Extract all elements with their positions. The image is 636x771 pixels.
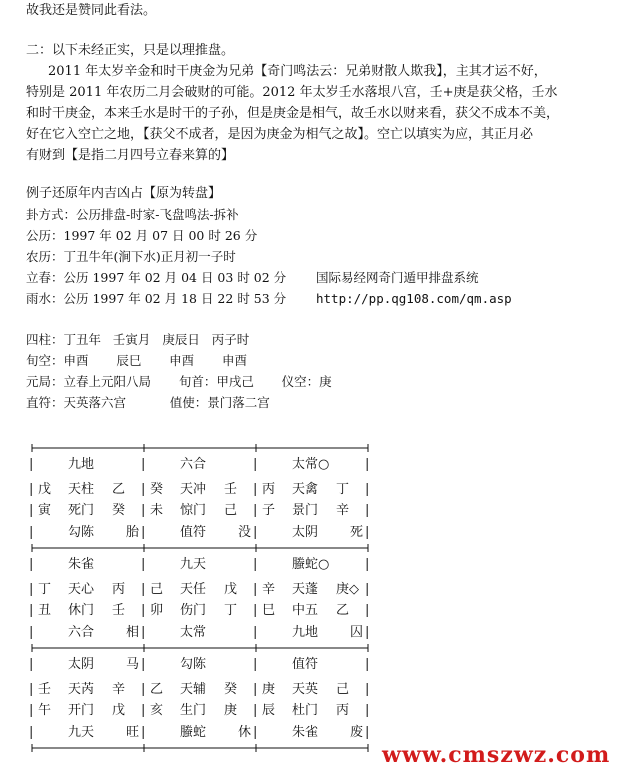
door-stem: 辛 <box>336 503 350 518</box>
state-label: 死 <box>350 525 364 540</box>
cell-border-mark: | <box>365 625 370 640</box>
deity-label: 螣蛇○ <box>292 557 330 572</box>
deity-label: 太阴 <box>68 657 95 672</box>
earth-branch: 未 <box>150 503 164 518</box>
star-stem: 辛 <box>112 682 126 697</box>
cell-border-mark: | <box>29 657 34 672</box>
cell-border-mark: | <box>141 457 146 472</box>
star-label: 天柱 <box>68 482 95 497</box>
cell-border-mark: | <box>141 582 146 597</box>
cell-border-mark: | <box>365 657 370 672</box>
state-label: 废 <box>350 725 364 740</box>
cell-border-mark: | <box>253 582 258 597</box>
cell-border-mark: | <box>253 657 258 672</box>
cell-border-mark: | <box>29 503 34 518</box>
door-label: 死门 <box>68 503 95 518</box>
cell-border-mark: | <box>29 682 34 697</box>
state-label: 胎 <box>126 525 140 540</box>
info-line: 卦方式：公历排盘-时家-飞盘鸣法-拆补 <box>26 207 239 222</box>
cell-border-mark: | <box>141 503 146 518</box>
star-label: 天辅 <box>180 682 207 697</box>
cell-border-mark: | <box>141 482 146 497</box>
cell-border-mark: | <box>29 582 34 597</box>
bottom-deity: 勾陈 <box>68 525 95 540</box>
info-line: 公历：1997 年 02 月 07 日 00 时 26 分 <box>26 228 258 243</box>
cell-border-mark: | <box>29 457 34 472</box>
cell-border-mark: | <box>365 725 370 740</box>
state-label: 旺 <box>126 725 140 740</box>
star-stem: 癸 <box>224 682 238 697</box>
earth-branch: 子 <box>262 503 276 518</box>
cell-border-mark: | <box>141 625 146 640</box>
door-stem: 壬 <box>112 603 126 618</box>
bottom-deity: 九天 <box>68 725 95 740</box>
bottom-deity: 太阴 <box>292 525 319 540</box>
cell-border-mark: | <box>29 603 34 618</box>
earth-stem: 丙 <box>262 482 276 497</box>
deity-label: 六合 <box>180 457 207 472</box>
deity-label: 值符 <box>292 657 319 672</box>
star-stem: 乙 <box>112 482 126 497</box>
cell-border-mark: | <box>365 703 370 718</box>
cell-border-mark: | <box>29 625 34 640</box>
earth-stem: 庚 <box>262 682 276 697</box>
door-stem: 丙 <box>336 703 350 718</box>
door-label: 杜门 <box>292 703 319 718</box>
section-heading: 二：以下未经正实，只是以理推盘。 <box>26 43 235 58</box>
cell-border-mark: | <box>29 557 34 572</box>
bottom-deity: 太常 <box>180 625 207 640</box>
paragraph-line: 和时干庚金，本来壬水是时干的子孙，但是庚金是相气，故壬水以财来看，获父不成本不美， <box>26 106 560 121</box>
earth-stem: 乙 <box>150 682 164 697</box>
site-watermark: www.cmszwz.com <box>382 742 611 768</box>
earth-branch: 寅 <box>38 503 52 518</box>
cell-border-mark: | <box>365 482 370 497</box>
bottom-deity: 值符 <box>180 525 207 540</box>
earth-stem: 丁 <box>38 582 52 597</box>
earth-branch: 巳 <box>262 603 276 618</box>
door-label: 景门 <box>292 503 319 518</box>
state-label: 相 <box>126 625 140 640</box>
star-label: 天蓬 <box>292 582 319 597</box>
info-line: 元局：立春上元阳八局 旬首：甲戌己 仪空：庚 <box>26 374 332 389</box>
cell-border-mark: | <box>365 457 370 472</box>
cell-border-mark: | <box>29 725 34 740</box>
paragraph-line: 特别是 2011 年农历二月会破财的可能。2012 年太岁壬水落垠八宫，壬+庚是获父格，壬水 <box>26 85 558 100</box>
cell-border-mark: | <box>253 503 258 518</box>
cell-border-mark: | <box>29 703 34 718</box>
info-line: 四柱：丁丑年 壬寅月 庚辰日 丙子时 <box>26 332 250 347</box>
door-label: 开门 <box>68 703 95 718</box>
deity-label: 朱雀 <box>68 557 95 572</box>
deity-mark: 马 <box>126 657 140 672</box>
star-stem: 戊 <box>224 582 238 597</box>
door-label: 生门 <box>180 703 207 718</box>
info-line: 立春：公历 1997 年 02 月 04 日 03 时 02 分 <box>26 270 287 285</box>
cell-border-mark: | <box>365 557 370 572</box>
door-stem: 己 <box>224 503 238 518</box>
earth-stem: 戊 <box>38 482 52 497</box>
cell-border-mark: | <box>253 557 258 572</box>
paragraph-line: 2011 年太岁辛金和时干庚金为兄弟【奇门鸣法云：兄弟财散人欺我】，主其才运不好， <box>48 64 547 79</box>
door-stem: 癸 <box>112 503 126 518</box>
earth-stem: 癸 <box>150 482 164 497</box>
star-stem: 庚◇ <box>336 582 359 597</box>
info-line: 旬空：申酉 辰巳 申酉 申酉 <box>26 353 247 368</box>
cell-border-mark: | <box>29 525 34 540</box>
cell-border-mark: | <box>365 682 370 697</box>
star-label: 天冲 <box>180 482 207 497</box>
bottom-deity: 螣蛇 <box>180 725 207 740</box>
text-line: 故我还是赞同此看法。 <box>26 3 157 18</box>
cell-border-mark: | <box>141 603 146 618</box>
door-label: 中五 <box>292 603 319 618</box>
cell-border-mark: | <box>365 603 370 618</box>
cell-border-mark: | <box>141 682 146 697</box>
state-label: 休 <box>238 725 252 740</box>
door-stem: 丁 <box>224 603 238 618</box>
deity-label: 九地 <box>68 457 95 472</box>
earth-stem: 壬 <box>38 682 52 697</box>
cell-border-mark: | <box>253 525 258 540</box>
cell-border-mark: | <box>253 725 258 740</box>
earth-stem: 辛 <box>262 582 276 597</box>
cell-border-mark: | <box>141 557 146 572</box>
deity-label: 九天 <box>180 557 207 572</box>
example-title: 例子还原年内吉凶占【原为转盘】 <box>26 186 222 201</box>
star-stem: 丁 <box>336 482 350 497</box>
cell-border-mark: | <box>253 703 258 718</box>
cell-border-mark: | <box>365 525 370 540</box>
deity-label: 太常○ <box>292 457 330 472</box>
earth-branch: 亥 <box>150 703 164 718</box>
cell-border-mark: | <box>141 703 146 718</box>
cell-border-mark: | <box>141 525 146 540</box>
star-stem: 壬 <box>224 482 238 497</box>
star-label: 天禽 <box>292 482 319 497</box>
star-stem: 丙 <box>112 582 126 597</box>
cell-border-mark: | <box>141 725 146 740</box>
star-stem: 己 <box>336 682 350 697</box>
deity-label: 勾陈 <box>180 657 207 672</box>
earth-stem: 己 <box>150 582 164 597</box>
cell-border-mark: | <box>365 582 370 597</box>
star-label: 天英 <box>292 682 319 697</box>
door-stem: 戊 <box>112 703 126 718</box>
info-line: 雨水：公历 1997 年 02 月 18 日 22 时 53 分 <box>26 291 287 306</box>
cell-border-mark: | <box>253 482 258 497</box>
star-label: 天芮 <box>68 682 95 697</box>
star-label: 天心 <box>68 582 95 597</box>
earth-branch: 午 <box>38 703 52 718</box>
door-stem: 乙 <box>336 603 350 618</box>
cell-border-mark: | <box>253 682 258 697</box>
earth-branch: 辰 <box>262 703 276 718</box>
door-label: 伤门 <box>180 603 207 618</box>
bottom-deity: 朱雀 <box>292 725 319 740</box>
system-url: http://pp.qg108.com/qm.asp <box>316 291 512 306</box>
door-stem: 庚 <box>224 703 238 718</box>
earth-branch: 卯 <box>150 603 164 618</box>
info-line: 直符：天英落六宫 值使：景门落二宫 <box>26 395 270 410</box>
system-name: 国际易经网奇门遁甲排盘系统 <box>316 270 479 285</box>
state-label: 囚 <box>350 625 364 640</box>
info-line: 农历：丁丑牛年(涧下水)正月初一子时 <box>26 249 236 264</box>
cell-border-mark: | <box>29 482 34 497</box>
earth-branch: 丑 <box>38 603 52 618</box>
cell-border-mark: | <box>141 657 146 672</box>
star-label: 天任 <box>180 582 207 597</box>
cell-border-mark: | <box>365 503 370 518</box>
bottom-deity: 九地 <box>292 625 319 640</box>
state-label: 没 <box>238 525 252 540</box>
paragraph-line: 有财到【是指二月四号立春来算的】 <box>26 148 235 163</box>
door-label: 休门 <box>68 603 95 618</box>
cell-border-mark: | <box>253 625 258 640</box>
cell-border-mark: | <box>253 457 258 472</box>
bottom-deity: 六合 <box>68 625 95 640</box>
cell-border-mark: | <box>253 603 258 618</box>
door-label: 惊门 <box>180 503 207 518</box>
paragraph-line: 好在它入空亡之地，【获父不成者，是因为庚金为相气之故】。空亡以填实为应，其正月必 <box>26 127 534 142</box>
